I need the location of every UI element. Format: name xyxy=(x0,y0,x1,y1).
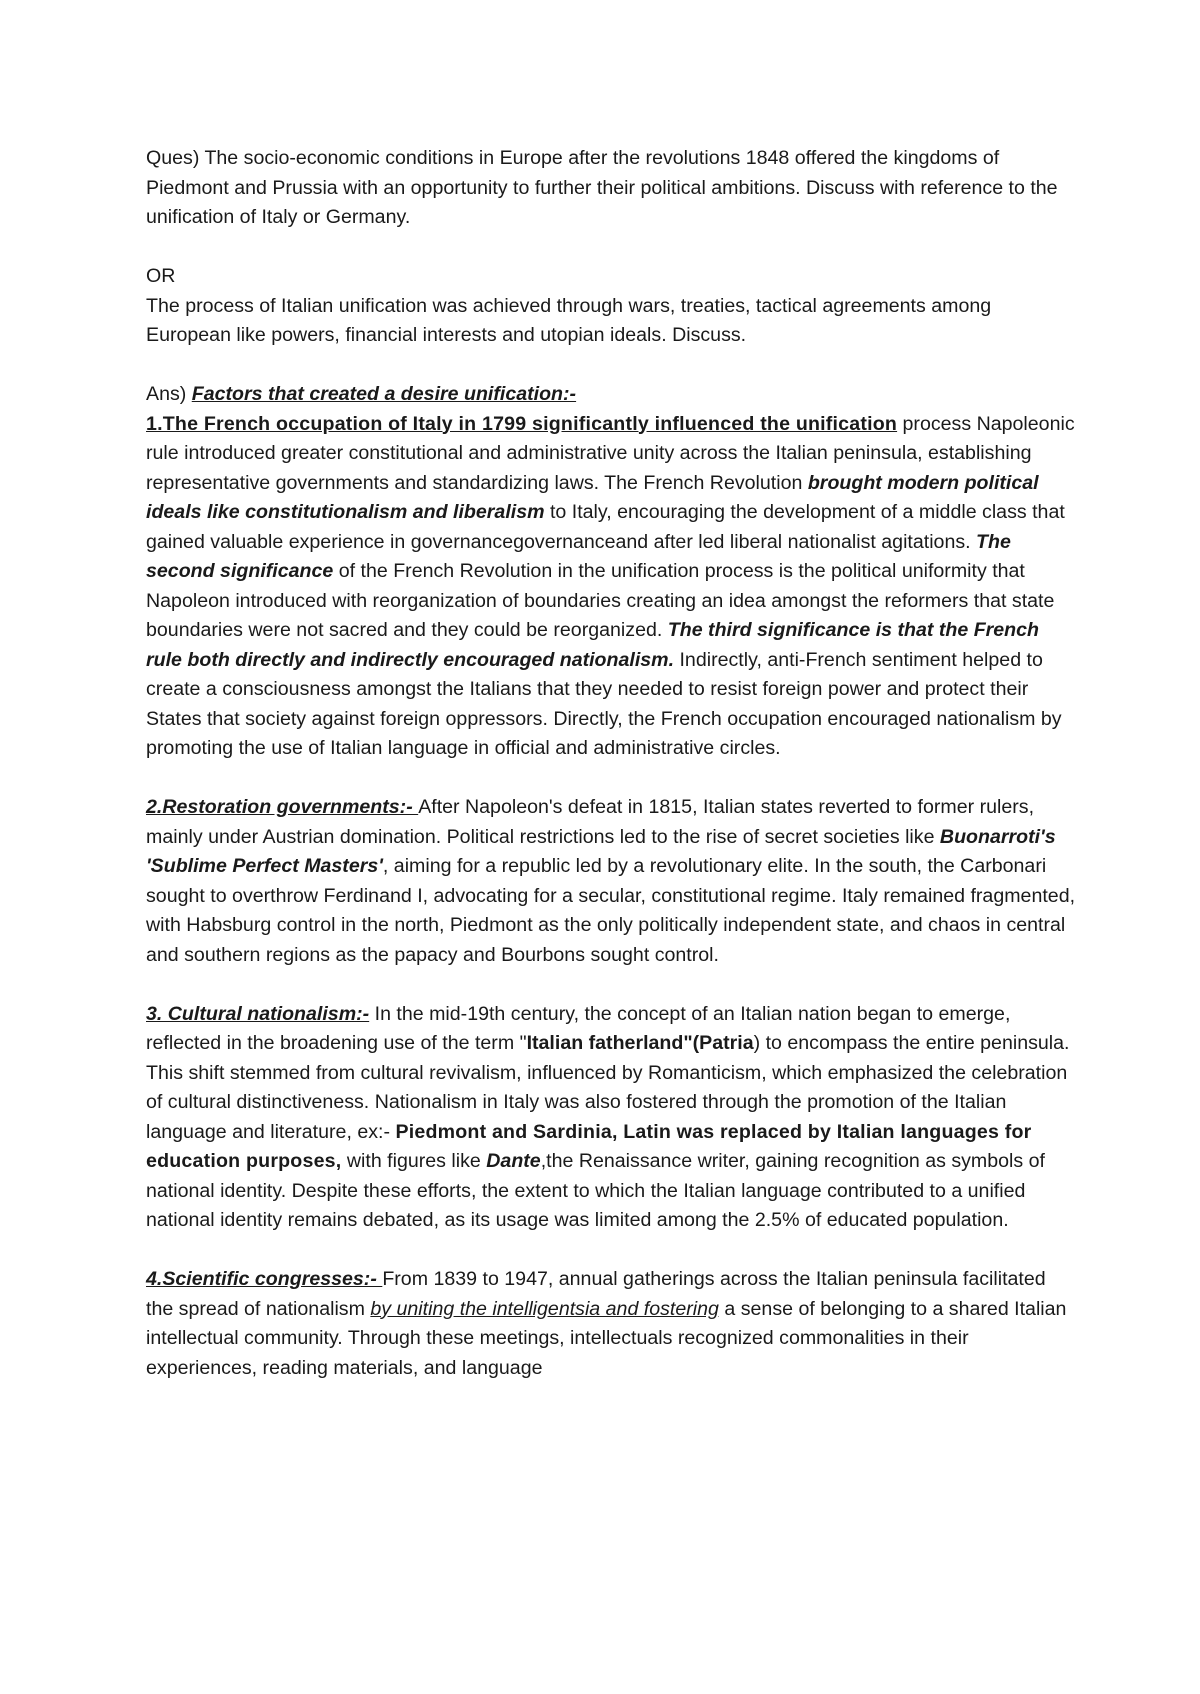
section-2-emphasis-1: Buonarroti's 'Sublime Perfect Masters' xyxy=(146,825,1056,877)
or-label: OR xyxy=(146,265,176,287)
section-4-emphasis-1: by uniting the intelligentsia and fostering xyxy=(370,1297,719,1320)
section-2-text-1: After Napoleon's defeat in 1815, Italian states reverted to former rulers, mainly under Austrian domination. Political restrictions led to the rise of secret societies like xyxy=(146,796,1035,848)
answer-intro xyxy=(146,380,1076,410)
section-3-heading: 3. Cultural nationalism:- xyxy=(146,1002,370,1025)
section-2-text-2: , aiming for a republic led by a revolutionary elite. In the south, the Carbonari sought to overthrow Ferdinand I, advocating for a secular, constitutional regime. Italy remained fragmented, with Habsburg control in the north, Piedmont as the only politically independent state, and chaos in central and southern regions as the papacy and Bourbons sought control. xyxy=(146,855,1076,966)
section-1-text-4: Indirectly, anti-French sentiment helped to create a consciousness amongst the Italians that they needed to resist foreign power and protect their States that society against foreign oppressors. Directly, the French occupation encouraged nationalism by promoting the use of Italian language in official and administrative circles. xyxy=(146,648,1062,759)
question-text: Ques) The socio-economic conditions in Europe after the revolutions 1848 offered the kingdoms of Piedmont and Prussia with an opportunity to further their political ambitions. Discuss with reference to the unification of Italy or Germany. xyxy=(146,147,1058,228)
section-1-text-1: process Napoleonic rule introduced greater constitutional and administrative unity across the Italian peninsula, establishing representative governments and standardizing laws. The French Revolution xyxy=(146,412,1075,494)
section-1-paragraph xyxy=(146,410,1076,764)
blank-line xyxy=(146,1236,1076,1266)
document-page xyxy=(146,144,1076,1383)
section-3-text-2: ) to encompass the entire peninsula. This shift stemmed from cultural revivalism, influenced by Romanticism, which emphasized the celebration of cultural distinctiveness. Nationalism in Italy was also fostered through the promotion of the Italian language and literature, ex:- xyxy=(146,1032,1070,1143)
section-3-text-4: ,the Renaissance writer, gaining recognition as symbols of national identity. Despite these efforts, the extent to which the Italian language contributed to a unified national identity remains debated, as its usage was limited among the 2.5% of educated population. xyxy=(146,1150,1045,1231)
alternate-question: The process of Italian unification was achieved through wars, treaties, tactical agreements among European like powers, financial interests and utopian ideals. Discuss. xyxy=(146,294,992,346)
section-2-paragraph xyxy=(146,793,1076,970)
section-1-emphasis-2: The second significance xyxy=(146,530,1011,582)
section-1-text-2: to Italy, encouraging the development of a middle class that gained valuable experience in governancegovernanceand after led liberal nationalist agitations. xyxy=(146,501,1065,553)
section-3-paragraph xyxy=(146,1000,1076,1236)
section-1-text-3: of the French Revolution in the unification process is the political uniformity that Napoleon introduced with reorganization of boundaries creating an idea amongst the reformers that state boundaries were not sacred and they could be reorganized. xyxy=(146,560,1055,641)
blank-line xyxy=(146,970,1076,1000)
section-1-emphasis-3: The third significance is that the French rule both directly and indirectly encouraged nationalism. xyxy=(146,619,1040,671)
section-2-heading: 2.Restoration governments:- xyxy=(146,796,419,818)
section-3-text-3: with figures like xyxy=(341,1150,487,1172)
section-3-emphasis-3: Dante xyxy=(486,1150,541,1172)
section-4-heading: 4.Scientific congresses:- xyxy=(146,1268,383,1290)
section-4-paragraph xyxy=(146,1265,1076,1383)
section-3-text-1: In the mid-19th century, the concept of an Italian nation began to emerge, reflected in the broadening use of the term " xyxy=(146,1002,1011,1054)
answer-heading: Factors that created a desire unification:- xyxy=(191,383,577,405)
blank-line xyxy=(146,764,1076,794)
section-3-emphasis-1: Italian fatherland"(Patria xyxy=(526,1032,754,1054)
blank-line xyxy=(146,233,1076,263)
blank-line xyxy=(146,351,1076,381)
answer-prefix: Ans) xyxy=(146,383,192,405)
section-3-emphasis-2: Piedmont and Sardinia, Latin was replaced by Italian languages for education purposes, xyxy=(146,1120,1032,1172)
section-4-text-2: a sense of belonging to a shared Italian intellectual community. Through these meetings, intellectuals recognized commonalities in their experiences, reading materials, and language xyxy=(146,1297,1067,1379)
section-4-text-1: From 1839 to 1947, annual gatherings across the Italian peninsula facilitated the spread of nationalism xyxy=(146,1268,1046,1320)
section-1-heading: 1.The French occupation of Italy in 1799 significantly influenced the unification xyxy=(146,412,898,435)
question-paragraph xyxy=(146,144,1076,233)
section-1-emphasis-1: brought modern political ideals like constitutionalism and liberalism xyxy=(146,471,1039,523)
